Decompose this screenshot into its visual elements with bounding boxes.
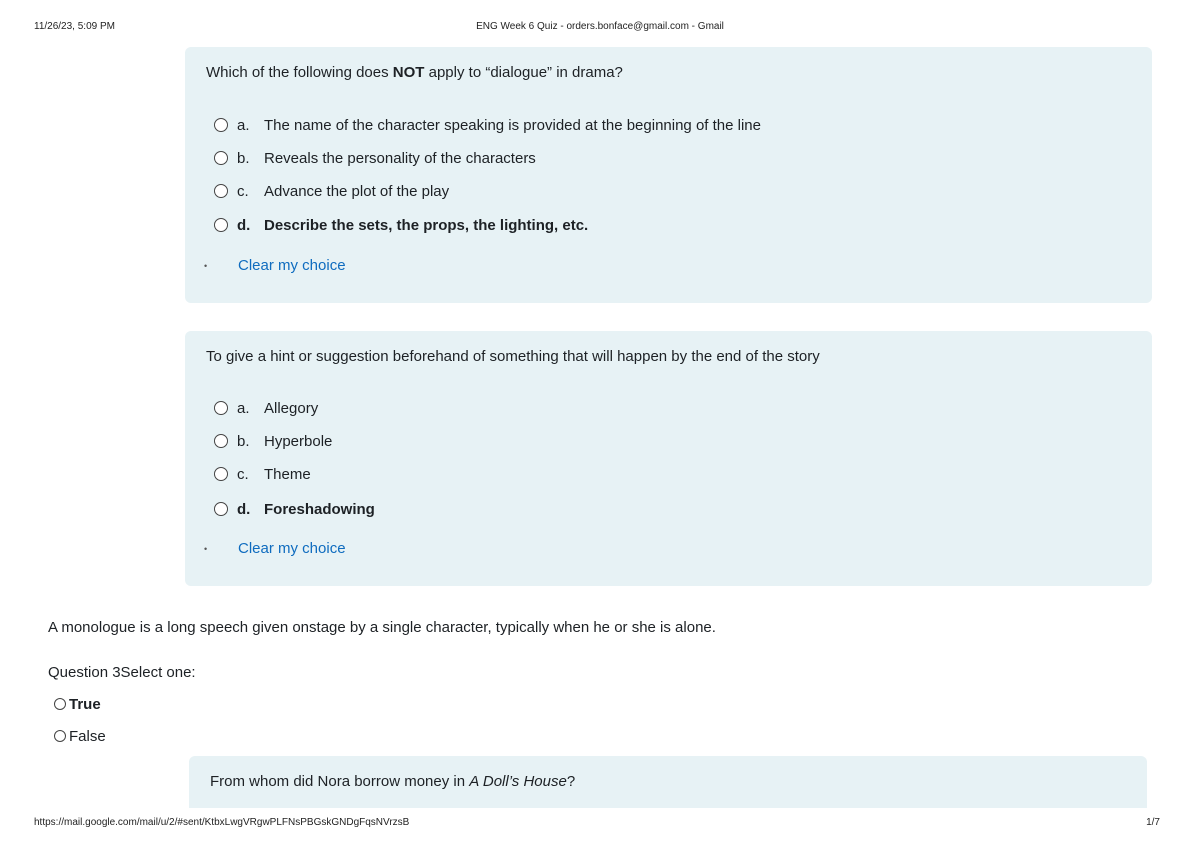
question-2-option-a[interactable]: a. Allegory xyxy=(214,397,318,419)
radio-button[interactable] xyxy=(214,502,228,516)
clear-choice-link[interactable]: Clear my choice xyxy=(238,540,346,557)
question-3-prompt: Question 3Select one: xyxy=(48,664,196,681)
radio-button[interactable] xyxy=(214,151,228,165)
radio-button[interactable] xyxy=(214,118,228,132)
question-1-option-a[interactable]: a. The name of the character speaking is provided at the beginning of the line xyxy=(214,114,761,136)
question-1-option-d[interactable]: d. Describe the sets, the props, the lighting, etc. xyxy=(214,214,588,236)
radio-button[interactable] xyxy=(214,184,228,198)
question-3-option-true[interactable]: True xyxy=(54,694,101,714)
radio-button[interactable] xyxy=(214,218,228,232)
radio-button[interactable] xyxy=(54,698,66,710)
question-4-box xyxy=(189,756,1147,808)
print-page-number: 1/7 xyxy=(1146,817,1160,828)
question-2-option-c[interactable]: c. Theme xyxy=(214,463,311,485)
radio-button[interactable] xyxy=(214,434,228,448)
question-4-text: From whom did Nora borrow money in A Doll’s House? xyxy=(210,773,576,790)
question-3-statement: A monologue is a long speech given onstage by a single character, typically when he or she is alone. xyxy=(48,619,716,636)
print-header xyxy=(0,21,1200,35)
question-2-text: To give a hint or suggestion beforehand of something that will happen by the end of the story xyxy=(206,348,820,365)
radio-button[interactable] xyxy=(54,730,66,742)
bullet: • xyxy=(204,260,208,271)
question-1-text: Which of the following does NOT apply to “dialogue” in drama? xyxy=(206,64,623,81)
question-1-clear-row xyxy=(204,257,346,274)
bullet: • xyxy=(204,543,208,554)
question-3-option-false[interactable]: False xyxy=(54,726,106,746)
clear-choice-link[interactable]: Clear my choice xyxy=(238,257,346,274)
print-footer xyxy=(0,817,1200,831)
radio-button[interactable] xyxy=(214,467,228,481)
question-2-option-b[interactable]: b. Hyperbole xyxy=(214,430,332,452)
question-1-box xyxy=(185,47,1152,303)
print-url: https://mail.google.com/mail/u/2/#sent/KtbxLwgVRgwPLFNsPBGskGNDgFqsNVrzsB xyxy=(34,817,410,828)
question-2-option-d[interactable]: d. Foreshadowing xyxy=(214,498,375,520)
print-title: ENG Week 6 Quiz - orders.bonface@gmail.com - Gmail xyxy=(476,21,724,32)
question-1-option-c[interactable]: c. Advance the plot of the play xyxy=(214,180,449,202)
radio-button[interactable] xyxy=(214,401,228,415)
question-2-box xyxy=(185,331,1152,586)
question-1-option-b[interactable]: b. Reveals the personality of the characters xyxy=(214,147,536,169)
print-datetime: 11/26/23, 5:09 PM xyxy=(34,21,115,32)
question-2-clear-row xyxy=(204,540,346,557)
